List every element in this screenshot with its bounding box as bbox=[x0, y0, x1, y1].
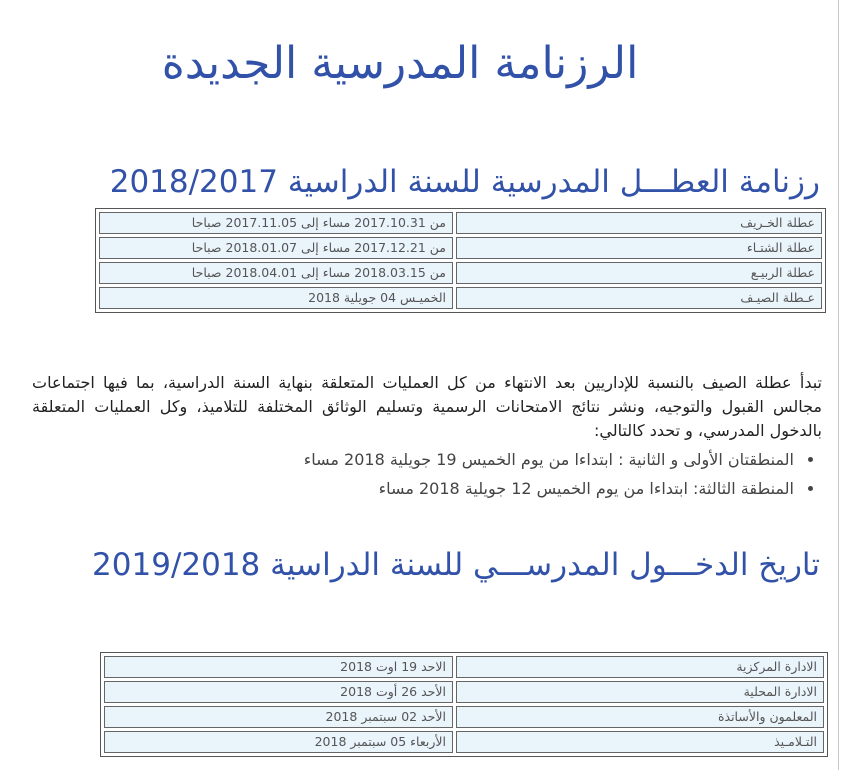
table-row bbox=[99, 212, 822, 234]
holidays-table bbox=[95, 208, 826, 313]
table-row bbox=[99, 237, 822, 259]
entry-group: التـلامـيذ bbox=[456, 731, 824, 753]
holidays-heading: رزنامة العطـــل المدرسية للسنة الدراسية 2018/2017 bbox=[109, 164, 820, 200]
school-entry-table bbox=[100, 652, 828, 757]
entry-group: المعلمون والأساتذة bbox=[456, 706, 824, 728]
summer-paragraph: تبدأ عطلة الصيف بالنسبة للإداريين بعد الانتهاء من كل العمليات المتعلقة بنهاية السنة الدراسية، بما فيها اجتماعات مجالس القبول والتوجيه، ونشر نتائج الامتحانات الرسمية وتسليم الوثائق المختلفة للتلاميذ، وكل العمليات المتعلقة بالدخول المدرسي، و تحدد كالتالي: bbox=[32, 373, 822, 440]
table-row bbox=[99, 262, 822, 284]
zones-list bbox=[96, 445, 820, 503]
entry-group: الادارة المركزية bbox=[456, 656, 824, 678]
list-item: • المنطقة الثالثة: ابتداءا من يوم الخميس 12 جويلية 2018 مساء bbox=[96, 474, 796, 503]
entry-date: الأربعاء 05 سبتمبر 2018 bbox=[104, 731, 453, 753]
table-row bbox=[104, 656, 824, 678]
entry-date: الأحد 26 أوت 2018 bbox=[104, 681, 453, 703]
table-row bbox=[104, 706, 824, 728]
list-item: • المنطقتان الأولى و الثانية : ابتداءا من يوم الخميس 19 جويلية 2018 مساء bbox=[96, 445, 796, 474]
holiday-period: من 2017.12.21 مساء إلى 2018.01.07 صباحا bbox=[99, 237, 453, 259]
table-row bbox=[104, 731, 824, 753]
entry-group: الادارة المحلية bbox=[456, 681, 824, 703]
holiday-name: عطلة الخـريف bbox=[456, 212, 822, 234]
school-entry-heading: تاريخ الدخـــول المدرســـي للسنة الدراسية 2019/2018 bbox=[92, 547, 820, 583]
holiday-period: الخميـس 04 جويلية 2018 bbox=[99, 287, 453, 309]
entry-date: الاحد 19 اوت 2018 bbox=[104, 656, 453, 678]
table-row bbox=[99, 287, 822, 309]
holiday-period: من 2017.10.31 مساء إلى 2017.11.05 صباحا bbox=[99, 212, 453, 234]
holiday-name: عطلة الشتـاء bbox=[456, 237, 822, 259]
page-title: الرزنامة المدرسية الجديدة bbox=[161, 38, 639, 89]
holiday-name: عطلة الربيـع bbox=[456, 262, 822, 284]
entry-date: الأحد 02 سبتمبر 2018 bbox=[104, 706, 453, 728]
holiday-name: عـطلة الصيـف bbox=[456, 287, 822, 309]
holiday-period: من 2018.03.15 مساء إلى 2018.04.01 صباحا bbox=[99, 262, 453, 284]
table-row bbox=[104, 681, 824, 703]
